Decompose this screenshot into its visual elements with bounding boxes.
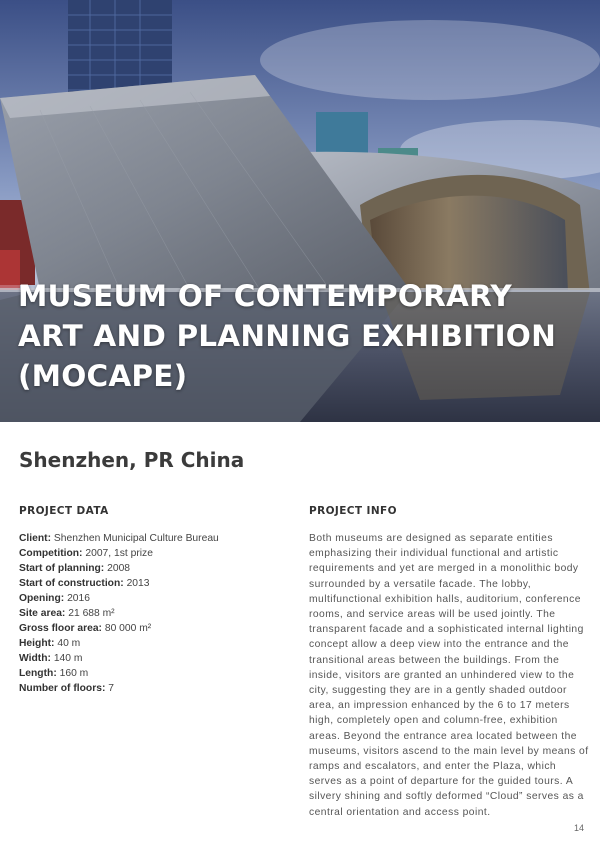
hero-photo xyxy=(0,0,600,422)
data-label: Length: xyxy=(19,668,57,679)
title-line: ART AND PLANNING EXHIBITION xyxy=(18,319,556,353)
page-title xyxy=(18,276,593,396)
data-row-client xyxy=(19,531,289,546)
data-label: Competition: xyxy=(19,548,83,559)
data-label: Client: xyxy=(19,533,52,544)
data-row-gross-floor-area xyxy=(19,621,289,636)
data-value: 140 m xyxy=(53,653,83,664)
data-value: 2013 xyxy=(126,578,150,589)
data-row-floors xyxy=(19,681,289,696)
data-label: Height: xyxy=(19,638,55,649)
project-info-heading: PROJECT INFO xyxy=(309,505,397,517)
data-row-start-planning xyxy=(19,561,289,576)
project-data-heading: PROJECT DATA xyxy=(19,505,109,517)
data-value: 2007, 1st prize xyxy=(85,548,153,559)
data-value: 21 688 m² xyxy=(68,608,115,619)
data-value: 80 000 m² xyxy=(104,623,152,634)
project-data-list xyxy=(19,531,289,696)
data-row-competition xyxy=(19,546,289,561)
data-row-height xyxy=(19,636,289,651)
data-label: Width: xyxy=(19,653,51,664)
data-row-site-area xyxy=(19,606,289,621)
data-label: Start of construction: xyxy=(19,578,124,589)
data-row-length xyxy=(19,666,289,681)
title-line: MUSEUM OF CONTEMPORARY xyxy=(18,279,512,313)
page-number: 14 xyxy=(573,823,584,833)
data-row-width xyxy=(19,651,289,666)
data-label: Number of floors: xyxy=(19,683,106,694)
data-value: 2016 xyxy=(67,593,90,604)
project-info-text: Both museums are designed as separate entities emphasizing their individual functional and artistic requirements and yet are merged in a monolithic body surrounded by a versatile facade. The lobby, multifunctional exhibition halls, auditorium, conference rooms, and service areas will be used jointly. The transparent facade and a sophisticated internal lighting concept allow a deep view into the entrance and the transitional areas between the buildings. From the inside, visitors are granted an unhindered view to the city, suggesting they are in a gently shaded outdoor area, an impression enhanced by the 6 to 17 meters high, completely open and column-free, exhibition areas. Beyond the entrance area located between the museums, visitors ascend to the main level by means of ramps and escalators, and enter the Plaza, which serves as a point of departure for the guided tours. A silvery shining and softly deformed “Cloud” serves as a central orientation and access point. xyxy=(309,533,589,818)
data-value: 2008 xyxy=(107,563,131,574)
data-label: Site area: xyxy=(19,608,66,619)
data-row-opening xyxy=(19,591,289,606)
data-value: 40 m xyxy=(57,638,81,649)
data-label: Start of planning: xyxy=(19,563,105,574)
data-value: 160 m xyxy=(59,668,89,679)
title-line: (MOCAPE) xyxy=(18,359,188,393)
data-label: Opening: xyxy=(19,593,65,604)
data-row-start-construction xyxy=(19,576,289,591)
data-value: Shenzhen Municipal Culture Bureau xyxy=(53,533,219,544)
data-value: 7 xyxy=(108,683,114,694)
data-label: Gross floor area: xyxy=(19,623,102,634)
location-heading: Shenzhen, PR China xyxy=(19,448,245,472)
